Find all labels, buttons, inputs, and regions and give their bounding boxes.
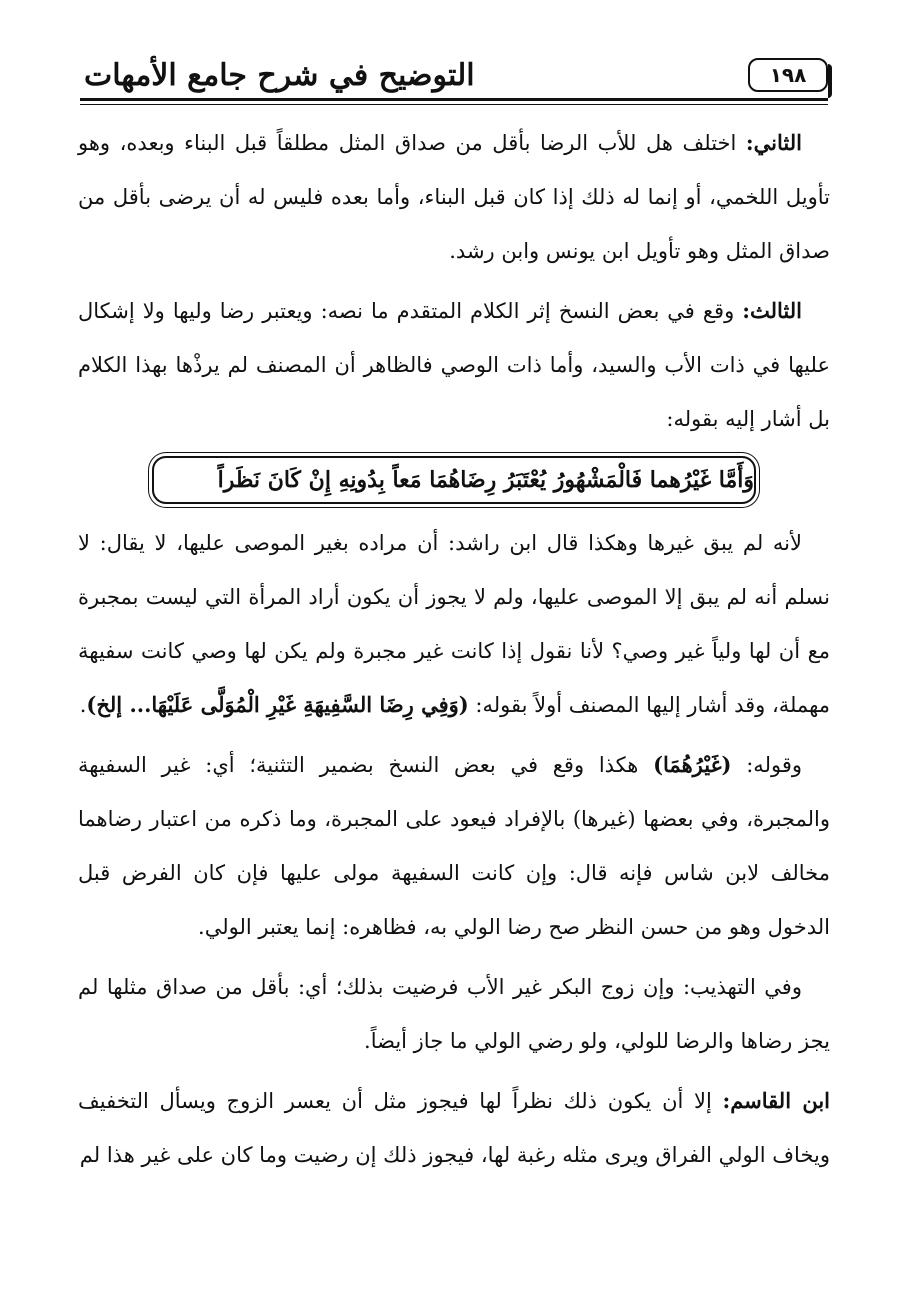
matn-text: وَأَمَّا غَيْرُهما فَالْمَشْهُورُ يُعْتَبَرُ رِضَاهُمَا مَعاً بِدُونِهِ إِنْ كَانَ نَظَراً bbox=[217, 467, 754, 493]
paragraph-qawluhu bbox=[78, 738, 830, 954]
paragraph-text: لأنه لم يبق غيرها وهكذا قال ابن راشد: أن مراده بغير الموصى عليها، لا يقال: لا نسلم أنه لم يبق إلا الموصى عليها، ولم لا يجوز أن يكون أراد المرأة التي ليست بمجبرة مع أن لها ولياً غير وصي؟ لأنا نقول إذا كانت غير مجبرة ولم يكن لها وصي كانت سفيهة مهملة، وقد أشار إليها المصنف أولاً بقوله: bbox=[78, 531, 830, 717]
paragraph-ibn-al-qasim bbox=[78, 1074, 830, 1182]
paragraph-lead: الثاني: bbox=[745, 130, 802, 155]
matn-quote-box bbox=[152, 456, 756, 504]
inline-matn-quote: (وَفِي رِضَا السَّفِيهَةِ غَيْرِ الْمُوَلَّى عَلَيْهَا... إلخ) bbox=[86, 692, 469, 717]
paragraph-tahdhib bbox=[78, 960, 830, 1068]
paragraph-lead: الثالث: bbox=[742, 298, 802, 323]
book-title: التوضيح في شرح جامع الأمهات bbox=[84, 58, 475, 93]
paragraph-text: هكذا وقع في بعض النسخ بضمير التثنية؛ أي: غير السفيهة والمجبرة، وفي بعضها (غيرها) بالإفراد فيعود على المجبرة، وما ذكره من اعتبار رضاهما مخالف لابن شاس فإنه قال: وإن كانت السفيهة مولى عليها فإن كان الفرض قبل الدخول وهو من حسن النظر صح رضا الولي به، فظاهره: إنما يعتبر الولي. bbox=[78, 753, 830, 939]
page-number-frame bbox=[748, 58, 828, 92]
paragraph-text: إلا أن يكون ذلك نظراً لها فيجوز مثل أن يعسر الزوج ويسأل التخفيف ويخاف الولي الفراق ويرى مثله رغبة لها، فيجوز ذلك إن رضيت وما كان على غير هذا لم bbox=[78, 1089, 830, 1167]
inline-matn-quote: (غَيْرُهُمَا) bbox=[653, 752, 732, 777]
paragraph-lead: ابن القاسم: bbox=[722, 1088, 830, 1113]
paragraph-text: وفي التهذيب: وإن زوج البكر غير الأب فرضيت بذلك؛ أي: بأقل من صداق مثلها لم يجز رضاها والرضا للولي، ولو رضي الولي ما جاز أيضاً. bbox=[78, 975, 830, 1053]
paragraph-text: وقع في بعض النسخ إثر الكلام المتقدم ما نصه: ويعتبر رضا وليها ولا إشكال عليها في ذات الأب والسيد، وأما ذات الوصي فالظاهر أن المصنف لم يرذْها بهذا الكلام بل أشار إليه بقوله: bbox=[78, 299, 830, 431]
paragraph-third bbox=[78, 284, 830, 446]
paragraph-pre: وقوله: bbox=[731, 753, 802, 777]
paragraph-end: . bbox=[79, 693, 87, 717]
header-rule-thin bbox=[80, 104, 828, 105]
page-header bbox=[80, 56, 828, 106]
paragraph-second bbox=[78, 116, 830, 278]
body-text bbox=[78, 116, 830, 1188]
paragraph-commentary bbox=[78, 516, 830, 732]
paragraph-text: اختلف هل للأب الرضا بأقل من صداق المثل مطلقاً قبل البناء وبعده، وهو تأويل اللخمي، أو إنما له ذلك إذا كان قبل البناء، وأما بعده فليس له أن يرضى بأقل من صداق المثل وهو تأويل ابن يونس وابن رشد. bbox=[78, 131, 830, 263]
page-number: ١٩٨ bbox=[769, 63, 807, 87]
header-rule bbox=[80, 98, 828, 101]
